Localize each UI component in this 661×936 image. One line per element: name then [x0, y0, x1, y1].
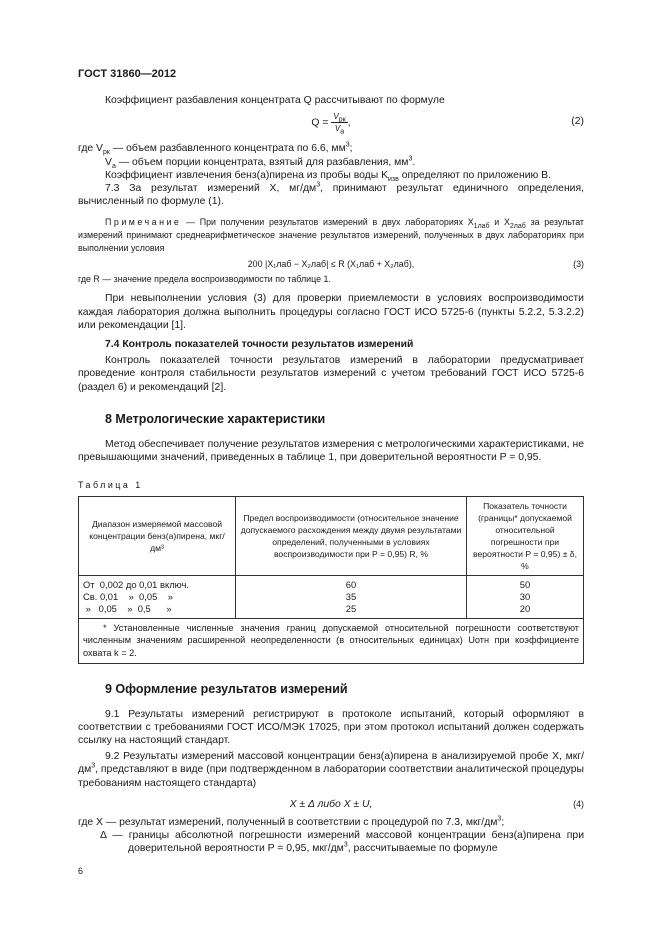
sup: 3: [316, 181, 321, 189]
heading-8: 8 Метрологические характеристики: [105, 411, 326, 426]
text: 7.3 За результат измерений X, мг/дм: [105, 183, 317, 195]
text: , принимают результат единичного определения, вычисленный по формуле (1).: [78, 183, 584, 208]
formula-2: [78, 111, 584, 134]
table-body-row: [79, 575, 584, 618]
where-va: [105, 156, 584, 169]
text: Δ — границы абсолютной погрешности измерений массовой концентрации бенз(а)пирена при доверительной вероятности P = 0,95, мкг/дм: [100, 830, 584, 855]
equation-number: (2): [571, 116, 584, 128]
where-delta: [100, 829, 584, 855]
text: V: [105, 156, 112, 168]
paragraph-9-2: [78, 750, 584, 790]
sup: 3: [343, 841, 348, 849]
text: ;: [501, 817, 505, 829]
sup: 3: [91, 762, 96, 770]
sub: 2лаб: [509, 223, 526, 231]
table-footnote-row: [79, 618, 584, 663]
sub: 1лаб: [473, 223, 490, 231]
formula: 200 |X₁лаб − X₂лаб| ≤ R (X₁лаб + X₂лаб),: [247, 259, 415, 270]
value: 60: [345, 578, 357, 590]
delta-cell: [467, 575, 584, 618]
value: 30: [519, 590, 531, 602]
text: определяют по приложению В.: [398, 169, 551, 181]
text: .: [412, 156, 416, 168]
text: где X — результат измерений, полученный в соответствии с процедурой по 7.3, мкг/дм: [78, 817, 498, 829]
value: 20: [519, 602, 531, 614]
note-label: Примечание: [105, 217, 182, 228]
text: , представляют в виде (при подтвержденном в лаборатории соответствии аналитической процедуры требованиям настоящего стандарта): [78, 764, 584, 789]
sup: 3: [345, 141, 350, 149]
text: Коэффициент извлечения бенз(а)пирена из пробы воды K: [105, 169, 389, 181]
paragraph-kizv: [78, 169, 584, 182]
header-cell: Предел воспроизводимости (относительное значение допускаемого расхождения между двумя результатами определений, полученными в условиях воспроизводимости при P = 0,95) R, %: [236, 496, 467, 575]
range: От 0,002 до 0,01 включ.: [83, 578, 189, 590]
header-cell: Показатель точности (границы* допускаемой относительной погрешности при вероятности P = 0,95) ± δ, %: [467, 496, 584, 575]
text: — объем разбавленного концентрата по 6.6, мм: [109, 143, 346, 155]
text: — объем порции концентрата, взятый для разбавления, мм: [115, 156, 409, 168]
where-r: где R — значение предела воспроизводимости по таблице 1.: [78, 273, 331, 284]
denominator: V: [334, 124, 341, 134]
heading-7-4: 7.4 Контроль показателей точности результатов измерений: [105, 339, 414, 350]
document-header: ГОСТ 31860—2012: [78, 68, 177, 80]
paragraph-8: Метод обеспечивает получение результатов измерения с метрологическими характеристиками, не превышающими значений, приведенных в таблице 1, при доверительной вероятности P = 0,95.: [78, 438, 584, 464]
numerator-sub: рк: [338, 117, 346, 124]
sub: а: [111, 162, 116, 170]
range: Св. 0,01 » 0,05 »: [83, 590, 173, 602]
paragraph-fail: При невыполнении условия (3) для проверки приемлемости в условиях воспроизводимости каждая лаборатория должна выполнить процедуры согласно ГОСТ ИСО 5725-6 (пункты 5.2.2, 5.3.2.2) или рекомендации [1].: [78, 293, 584, 331]
range-cell: [79, 575, 236, 618]
text: — При получении результатов измерений в двух лабораториях X: [181, 217, 474, 228]
header-cell: Диапазон измеряемой массовой концентрации бенз(а)пирена, мкг/дм³: [79, 496, 236, 575]
table-header-row: [79, 496, 584, 575]
equation-number: (4): [573, 798, 584, 809]
table-caption: Таблица 1: [78, 480, 143, 491]
paragraph-q-intro: Коэффициент разбавления концентрата Q рассчитывают по формуле: [105, 95, 445, 107]
text: ;: [349, 143, 353, 155]
paragraph-7-4: Контроль показателей точности результатов измерений в лаборатории предусматривает проведение контроля стабильности результатов измерений с учетом требований ГОСТ ИСО 5725-6 (раздел 6) и рекомендаций [2].: [78, 355, 584, 393]
fraction: [331, 111, 347, 134]
range: » 0,05 » 0,5 »: [83, 602, 172, 614]
formula-3: [78, 258, 584, 271]
heading-9: 9 Оформление результатов измерений: [105, 681, 348, 696]
numerator: V: [333, 112, 339, 122]
formula-lhs: Q =: [311, 117, 329, 129]
equation-number: (3): [573, 259, 584, 270]
metrology-table: [78, 496, 584, 664]
formula-tail: ,: [347, 117, 351, 129]
value: 50: [519, 578, 531, 590]
paragraph-7-3: [78, 182, 584, 208]
where-vrk: [78, 142, 584, 155]
denominator-sub: а: [340, 129, 345, 136]
text: 9.2 Результаты измерений массовой концентрации бенз(а)пирена в анализируемой пробе X, мкг/дм: [78, 751, 584, 776]
text: за результат измерений принимают среднеарифметическое значение результатов измерений, полученных в двух лабораториях при выполнении условия: [78, 217, 584, 253]
formula: X ± Δ либо X ± U,: [289, 798, 373, 810]
text: где V: [78, 143, 103, 155]
sub: рк: [102, 149, 110, 157]
note: [78, 216, 584, 254]
page-number: 6: [78, 865, 83, 876]
sup: 3: [408, 155, 413, 163]
formula-4: [78, 798, 584, 811]
table-footnote: * Установленные численные значения границ допускаемой относительной погрешности соответствуют численным значениям расширенной неопределенности (в относительных единицах) Uотн при коэффициенте охвата k = 2.: [79, 618, 584, 663]
value: 25: [345, 602, 357, 614]
text: и X: [489, 217, 510, 228]
text: , рассчитываемые по формуле: [347, 843, 498, 855]
value: 35: [345, 590, 357, 602]
paragraph-9-1: 9.1 Результаты измерений регистрируют в протоколе испытаний, который оформляют в соответствии с требованиями ГОСТ ИСО/МЭК 17025, при этом протокол испытаний должен содержать ссылку на настоящий стандарт.: [78, 708, 584, 746]
sub: изв: [388, 175, 399, 183]
where-x: [78, 816, 584, 829]
sup: 3: [497, 815, 502, 823]
r-cell: [236, 575, 467, 618]
